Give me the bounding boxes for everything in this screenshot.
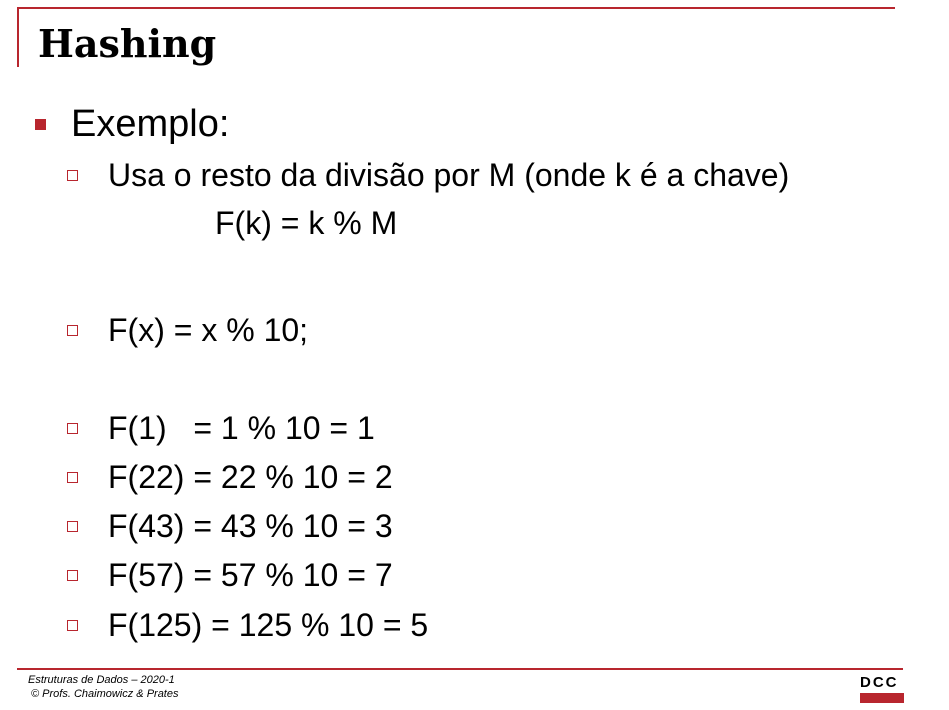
slide-title: Hashing bbox=[38, 21, 217, 66]
sub-bullet bbox=[67, 408, 375, 448]
sub-bullet-text: F(22) = 22 % 10 = 2 bbox=[108, 459, 393, 495]
footer-credits bbox=[28, 673, 178, 701]
top-rule bbox=[17, 7, 895, 9]
hollow-square-bullet-icon bbox=[67, 423, 78, 434]
main-bullet bbox=[35, 104, 229, 144]
formula-text: F(k) = k % M bbox=[215, 205, 398, 241]
footer-rule bbox=[17, 668, 903, 670]
main-bullet-text: Exemplo: bbox=[71, 103, 230, 145]
sub-bullet bbox=[67, 555, 393, 595]
sub-bullet bbox=[67, 457, 393, 497]
footer-course: Estruturas de Dados – 2020-1 bbox=[28, 674, 175, 686]
sub-bullet-text: F(1) = 1 % 10 = 1 bbox=[108, 410, 375, 446]
sub-bullet-text: F(57) = 57 % 10 = 7 bbox=[108, 557, 393, 593]
hollow-square-bullet-icon bbox=[67, 620, 78, 631]
sub-bullet bbox=[67, 310, 308, 350]
dcc-logo-text: DCC bbox=[860, 674, 899, 691]
square-bullet-icon bbox=[35, 119, 46, 130]
hollow-square-bullet-icon bbox=[67, 521, 78, 532]
sub-bullet bbox=[67, 605, 428, 645]
hollow-square-bullet-icon bbox=[67, 472, 78, 483]
dcc-logo bbox=[860, 675, 904, 703]
sub-bullet-text: F(43) = 43 % 10 = 3 bbox=[108, 508, 393, 544]
sub-bullet-text: F(125) = 125 % 10 = 5 bbox=[108, 607, 429, 643]
hollow-square-bullet-icon bbox=[67, 325, 78, 336]
hollow-square-bullet-icon bbox=[67, 570, 78, 581]
sub-bullet bbox=[67, 506, 393, 546]
sub-bullet-text: Usa o resto da divisão por M (onde k é a chave) bbox=[108, 157, 790, 193]
left-rule bbox=[17, 7, 19, 67]
sub-bullet-text: F(x) = x % 10; bbox=[108, 312, 309, 348]
sub-bullet bbox=[67, 155, 789, 195]
dcc-logo-bar bbox=[860, 693, 904, 703]
hollow-square-bullet-icon bbox=[67, 170, 78, 181]
footer-authors: © Profs. Chaimowicz & Prates bbox=[31, 688, 179, 700]
